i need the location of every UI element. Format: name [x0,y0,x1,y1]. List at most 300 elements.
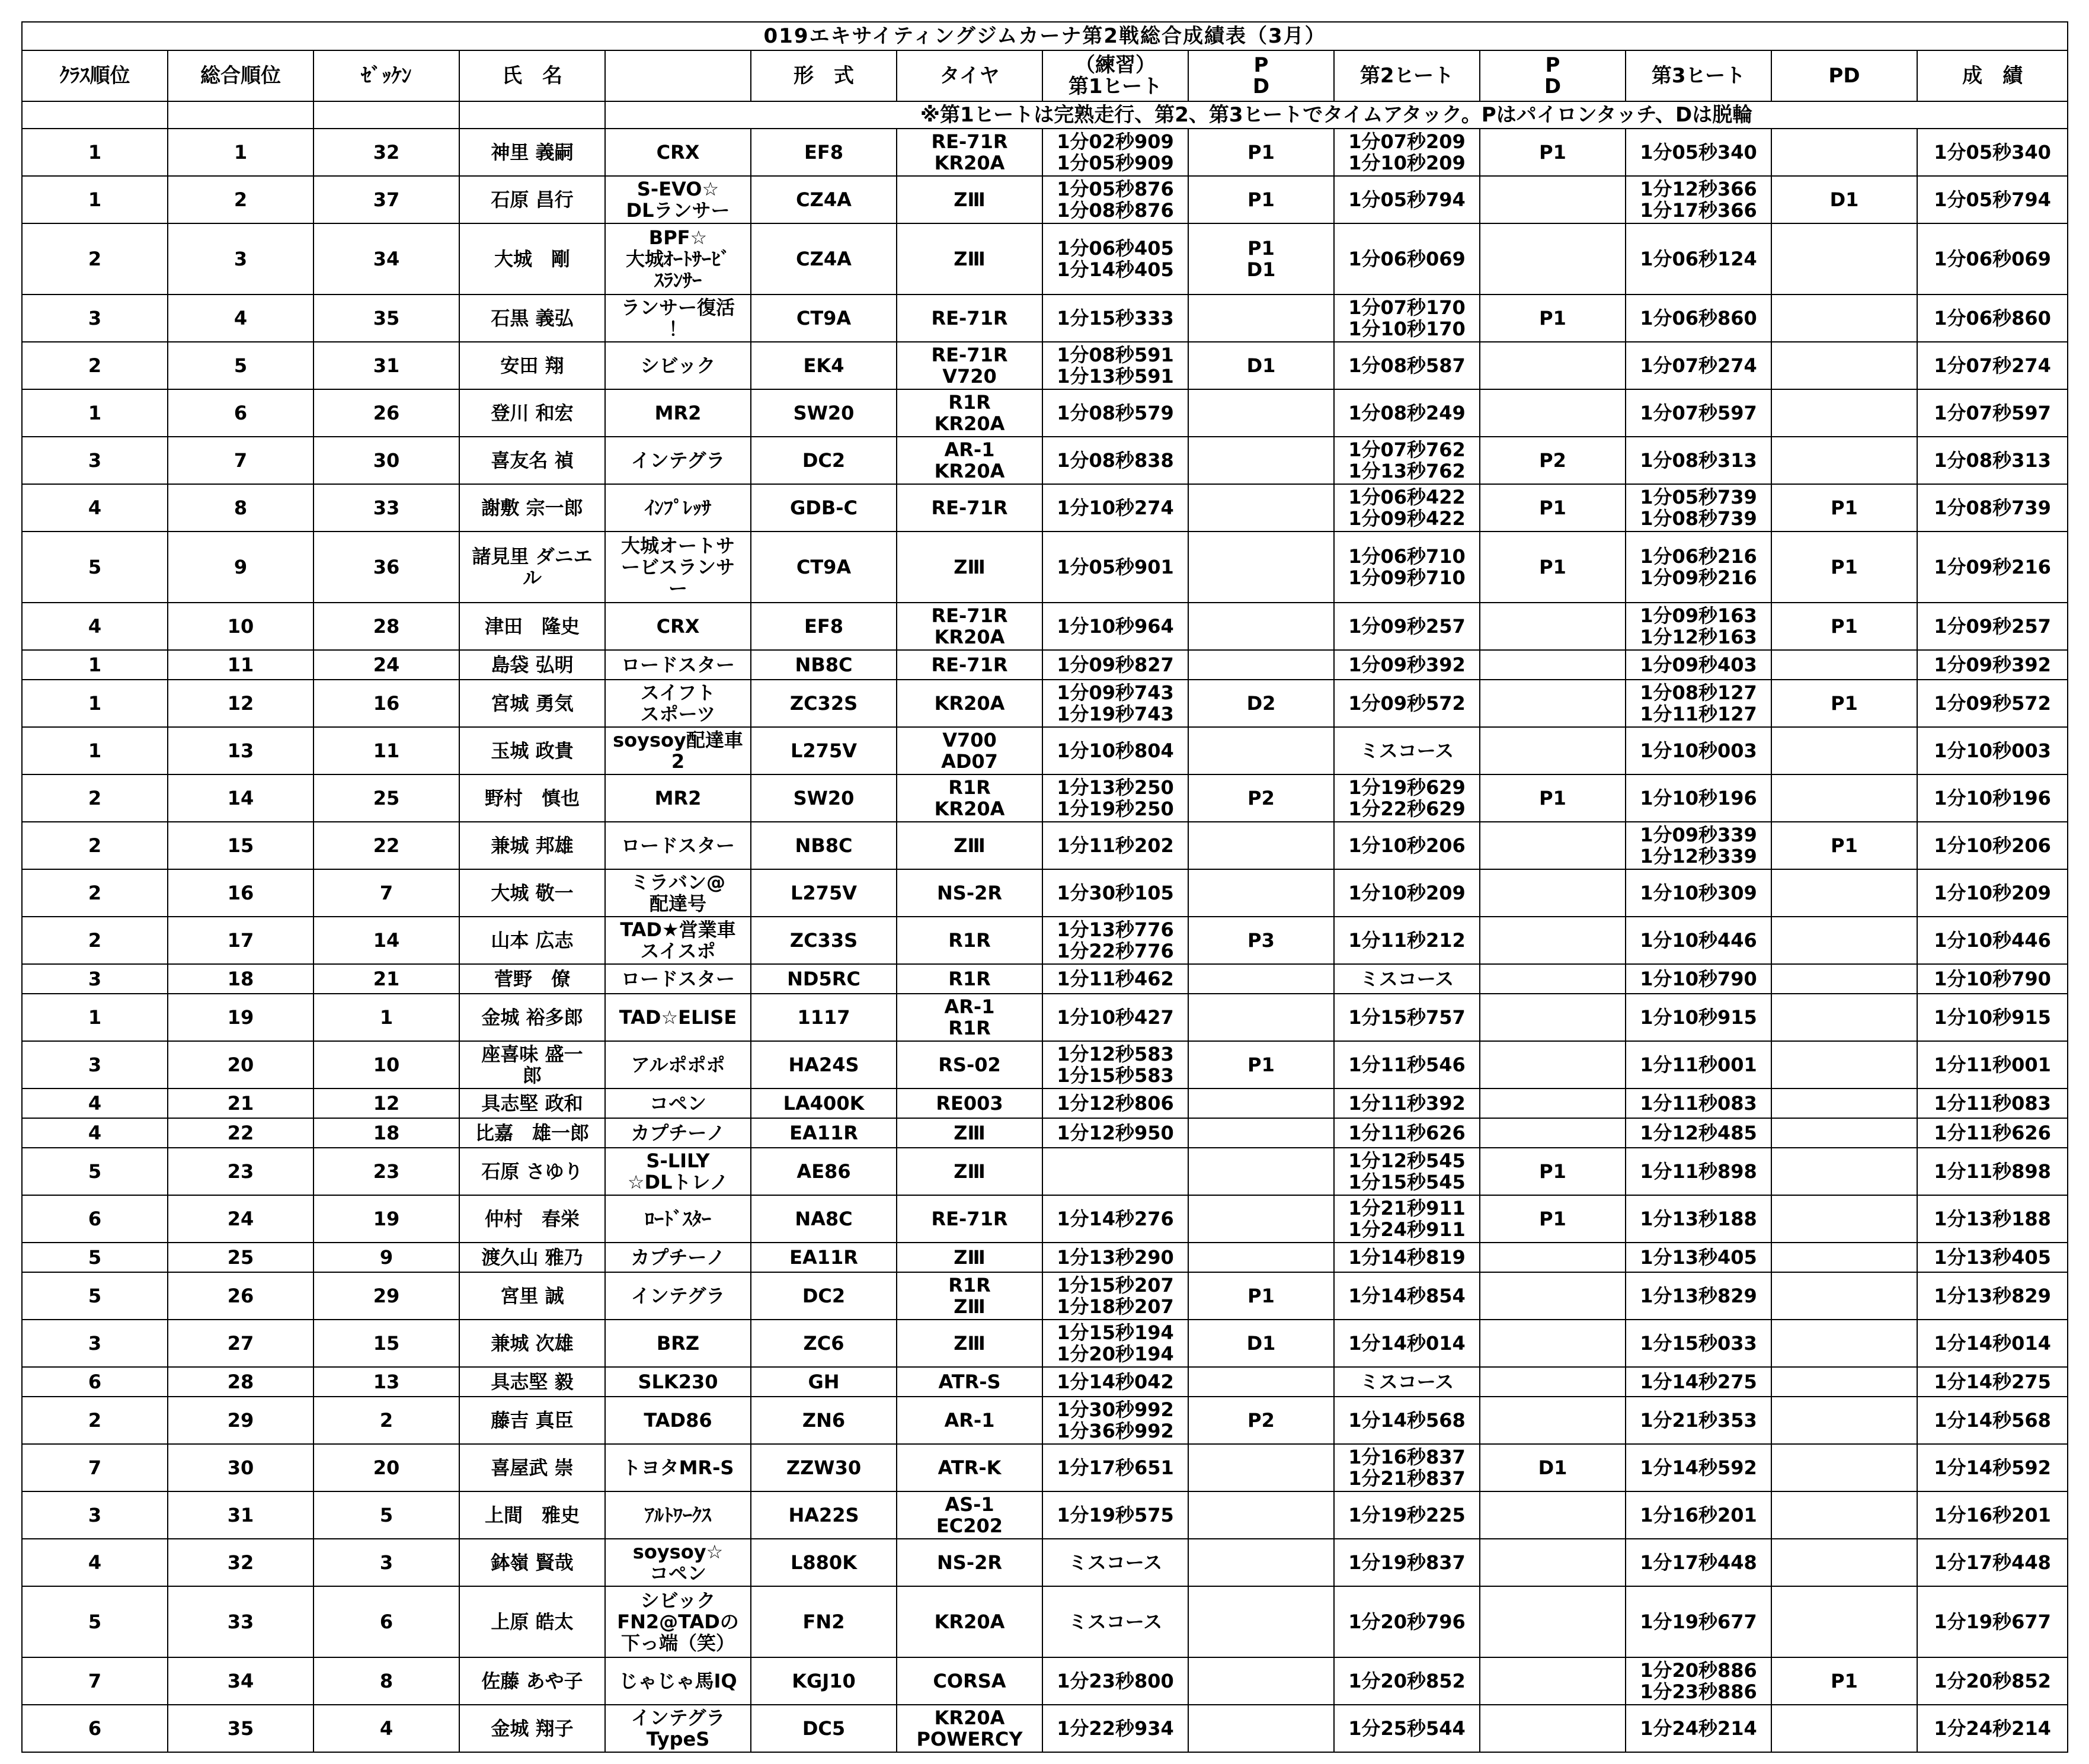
driver-name-cell [459,727,605,774]
tire-cell-line: ZⅢ [954,1295,986,1318]
heat1-cell-line: 1分18秒207 [1057,1295,1174,1318]
class-rank-cell: 2 [22,223,168,294]
model-cell: EF8 [751,603,897,650]
car-name-cell-line: BPF☆ [648,226,708,249]
overall-rank-cell: 16 [168,869,313,917]
pd3-cell [1771,1705,1917,1752]
heat3-cell-line: 1分21秒353 [1640,1409,1757,1432]
table-row [22,1148,2068,1195]
tire-cell [897,603,1042,650]
pd3-cell-line: P1 [1831,556,1858,578]
pd3-cell [1771,650,1917,680]
driver-name-cell-line: ル [522,566,542,589]
pd1-cell [1188,1705,1334,1752]
table-row [22,1367,2068,1397]
heat2-cell-line: 1分10秒170 [1348,318,1466,340]
pd3-cell [1771,1272,1917,1320]
table-row [22,1657,2068,1705]
result-cell: 1分20秒852 [1917,1657,2068,1705]
heat1-cell [1042,1586,1188,1657]
driver-name-cell [459,1657,605,1705]
car-name-cell-line: TAD★営業車 [620,918,736,941]
heat3-cell-line: 1分05秒340 [1640,141,1757,164]
result-cell: 1分16秒201 [1917,1491,2068,1539]
tire-cell-line: RS-02 [938,1054,1001,1076]
heat2-cell [1334,223,1480,294]
heat2-cell-line: 1分19秒225 [1348,1504,1466,1526]
pd3-cell [1771,869,1917,917]
tire-cell-line: RE-71R [931,1208,1008,1230]
driver-name-cell [459,822,605,869]
car-name-cell-line: soysoy☆ [632,1541,724,1563]
result-cell: 1分09秒392 [1917,650,2068,680]
class-rank-cell: 5 [22,532,168,603]
model-cell: DC5 [751,1705,897,1752]
heat2-cell [1334,1367,1480,1397]
class-rank-cell: 3 [22,437,168,484]
pd1-cell [1188,680,1334,727]
tire-cell [897,994,1042,1041]
car-name-cell [605,1444,751,1491]
pd3-cell [1771,603,1917,650]
car-name-cell [605,1148,751,1195]
result-cell: 1分08秒313 [1917,437,2068,484]
heat1-cell-line: 1分10秒804 [1057,739,1174,762]
result-cell: 1分10秒003 [1917,727,2068,774]
heat1-cell [1042,774,1188,822]
zekken-cell: 26 [313,389,459,437]
pd2-cell [1480,1148,1626,1195]
driver-name-cell-line: 菅野 僚 [494,968,570,990]
car-name-cell [605,532,751,603]
tire-cell [897,1148,1042,1195]
pd1-cell [1188,389,1334,437]
tire-cell-line: R1R [948,1274,991,1296]
tire-cell-line: AS-1 [945,1493,994,1516]
driver-name-cell-line: 座喜味 盛一 [481,1043,583,1065]
driver-name-cell-line: 藤吉 真臣 [491,1409,574,1432]
pd2-cell-line: P1 [1539,497,1566,519]
tire-cell [897,437,1042,484]
heat2-cell-line: 1分25秒544 [1348,1717,1466,1740]
class-rank-cell: 6 [22,1367,168,1397]
tire-cell-line: NS-2R [936,882,1002,904]
table-row [22,389,2068,437]
driver-name-cell-line: 島袋 弘明 [491,654,574,676]
driver-name-cell-line: 上間 雅史 [484,1504,580,1526]
pd1-cell [1188,129,1334,176]
pd2-cell-line: P1 [1539,141,1566,164]
heat3-cell [1626,994,1771,1041]
heat3-cell [1626,389,1771,437]
heat2-cell-line: 1分14秒819 [1348,1246,1466,1269]
heat2-cell-line: 1分12秒545 [1348,1150,1466,1172]
zekken-cell: 23 [313,1148,459,1195]
class-rank-cell: 3 [22,1320,168,1367]
overall-rank-cell: 20 [168,1041,313,1089]
heat2-cell-line: 1分06秒422 [1348,486,1466,508]
tire-cell-line: KR20A [934,798,1005,820]
heat2-cell [1334,1657,1480,1705]
tire-cell-line: KR20A [934,1611,1005,1633]
pd1-cell [1188,650,1334,680]
heat2-cell-line: 1分10秒209 [1348,882,1466,904]
heat3-cell-line: 1分06秒124 [1640,248,1757,270]
zekken-cell: 15 [313,1320,459,1367]
overall-rank-cell: 4 [168,294,313,342]
table-row [22,1041,2068,1089]
pd1-cell [1188,1657,1334,1705]
pd2-cell-line: P1 [1539,787,1566,809]
car-name-cell-line: ランサー復活 [620,296,735,319]
heat2-cell-line: 1分09秒572 [1348,692,1466,715]
heat1-cell [1042,1195,1188,1243]
pd1-cell [1188,294,1334,342]
heat1-cell [1042,994,1188,1041]
heat1-cell-line: 1分11秒202 [1057,834,1174,857]
header-heat1-line2: 第1ヒート [1068,75,1163,98]
table-row [22,1272,2068,1320]
car-name-cell [605,917,751,964]
zekken-cell: 6 [313,1586,459,1657]
car-name-cell-line: ロードスター [621,654,735,676]
pd1-cell [1188,1118,1334,1148]
zekken-cell: 11 [313,727,459,774]
table-row [22,1089,2068,1118]
heat1-cell-line: 1分19秒575 [1057,1504,1174,1526]
heat2-cell [1334,1444,1480,1491]
header-pd3: PD [1771,50,1917,101]
zekken-cell: 34 [313,223,459,294]
table-row [22,129,2068,176]
car-name-cell [605,1320,751,1367]
model-cell: GDB-C [751,484,897,532]
result-cell: 1分13秒405 [1917,1243,2068,1272]
result-cell: 1分14秒014 [1917,1320,2068,1367]
heat2-cell-line: ミスコース [1359,968,1454,990]
driver-name-cell [459,1397,605,1444]
driver-name-cell [459,1195,605,1243]
tire-cell [897,727,1042,774]
class-rank-cell: 2 [22,869,168,917]
pd2-cell [1480,1657,1626,1705]
tire-cell [897,176,1042,223]
heat2-cell-line: 1分21秒911 [1348,1197,1466,1219]
zekken-cell: 25 [313,774,459,822]
heat2-cell-line: 1分06秒069 [1348,248,1466,270]
car-name-cell-line: CRX [656,141,700,164]
tire-cell-line: RE-71R [931,654,1008,676]
class-rank-cell: 5 [22,1586,168,1657]
car-name-cell [605,1397,751,1444]
car-name-cell-line: アルポポポ [631,1054,725,1076]
class-rank-cell: 6 [22,1195,168,1243]
result-cell: 1分09秒216 [1917,532,2068,603]
header-model: 形 式 [751,50,897,101]
result-cell: 1分10秒915 [1917,994,2068,1041]
car-name-cell-line: カプチーノ [631,1246,725,1269]
note-spacer [313,101,459,129]
pd3-cell [1771,1243,1917,1272]
title-row [22,22,2068,50]
overall-rank-cell: 25 [168,1243,313,1272]
pd3-cell-line: P1 [1831,834,1858,857]
car-name-cell-line: TAD☆ELISE [619,1006,737,1029]
car-name-cell-line: トヨタMR-S [622,1456,734,1479]
heat2-cell-line: 1分20秒852 [1348,1670,1466,1692]
car-name-cell-line: コペン [649,1092,706,1115]
model-cell: 1117 [751,994,897,1041]
car-name-cell [605,603,751,650]
heat2-cell [1334,869,1480,917]
tire-cell-line: ZⅢ [954,556,986,578]
tire-cell-line: V700 [942,729,997,751]
zekken-cell: 2 [313,1397,459,1444]
heat2-cell-line: 1分20秒796 [1348,1611,1466,1633]
car-name-cell-line: TAD86 [644,1409,712,1432]
tire-cell-line: AD07 [941,750,998,773]
heat1-cell-line: 1分13秒591 [1057,365,1174,388]
heat3-cell-line: 1分10秒446 [1640,929,1757,952]
class-rank-cell: 1 [22,994,168,1041]
model-cell: ZC33S [751,917,897,964]
heat2-cell-line: 1分06秒710 [1348,545,1466,568]
heat2-cell [1334,1118,1480,1148]
pd3-cell [1771,1089,1917,1118]
pd1-cell [1188,223,1334,294]
driver-name-cell-line: 上原 皓太 [491,1611,574,1633]
tire-cell [897,1272,1042,1320]
heat1-cell [1042,964,1188,994]
car-name-cell [605,727,751,774]
heat1-cell-line: 1分22秒934 [1057,1717,1174,1740]
heat2-cell-line: 1分13秒762 [1348,460,1466,482]
pd1-cell [1188,1397,1334,1444]
heat2-cell [1334,603,1480,650]
table-row [22,774,2068,822]
car-name-cell-line: じゃじゃ馬IQ [619,1670,737,1692]
driver-name-cell-line: 兼城 邦雄 [491,834,574,857]
heat3-cell-line: 1分11秒083 [1640,1092,1757,1115]
tire-cell [897,1195,1042,1243]
pd2-cell [1480,1041,1626,1089]
car-name-cell [605,1657,751,1705]
car-name-cell-line: ｽﾗﾝｻｰ [654,269,702,292]
result-cell: 1分05秒340 [1917,129,2068,176]
driver-name-cell-line: 石黒 義弘 [491,307,574,329]
heat3-cell [1626,822,1771,869]
car-name-cell-line: インテグラ [631,1707,725,1729]
driver-name-cell [459,1586,605,1657]
pd2-cell [1480,223,1626,294]
heat2-cell-line: 1分24秒911 [1348,1218,1466,1241]
overall-rank-cell: 24 [168,1195,313,1243]
heat1-cell-line: 1分12秒950 [1057,1122,1174,1144]
overall-rank-cell: 35 [168,1705,313,1752]
heat3-cell-line: 1分11秒001 [1640,1054,1757,1076]
heat3-cell-line: 1分06秒216 [1640,545,1757,568]
pd2-cell [1480,1397,1626,1444]
car-name-cell-line: スポーツ [640,703,716,725]
heat3-cell-line: 1分11秒898 [1640,1160,1757,1183]
heat1-cell-line: 1分05秒876 [1057,178,1174,200]
heat1-cell [1042,129,1188,176]
heat2-cell-line: 1分11秒546 [1348,1054,1466,1076]
driver-name-cell-line: 渡久山 雅乃 [481,1246,583,1269]
overall-rank-cell: 5 [168,342,313,389]
tire-cell [897,917,1042,964]
tire-cell-line: ZⅢ [954,188,986,211]
heat2-cell-line: 1分19秒837 [1348,1551,1466,1574]
driver-name-cell [459,437,605,484]
pd2-cell [1480,437,1626,484]
overall-rank-cell: 27 [168,1320,313,1367]
heat2-cell [1334,1272,1480,1320]
heat3-cell [1626,917,1771,964]
overall-rank-cell: 7 [168,437,313,484]
heat3-cell [1626,129,1771,176]
tire-cell-line: RE-71R [931,307,1008,329]
heat1-cell-line: 1分08秒579 [1057,402,1174,424]
car-name-cell-line: インテグラ [631,1285,725,1307]
overall-rank-cell: 9 [168,532,313,603]
heat2-cell [1334,917,1480,964]
heat1-cell [1042,389,1188,437]
car-name-cell-line: コペン [649,1562,706,1584]
driver-name-cell-line: 石原 さゆり [481,1160,583,1183]
class-rank-cell: 3 [22,964,168,994]
note-spacer [22,101,168,129]
result-cell: 1分11秒001 [1917,1041,2068,1089]
heat2-cell [1334,1491,1480,1539]
car-name-cell-line: ！ [668,318,687,340]
pd3-cell [1771,1041,1917,1089]
heat3-cell [1626,603,1771,650]
driver-name-cell [459,1118,605,1148]
car-name-cell-line: インテグラ [631,449,725,472]
car-name-cell-line: ービスランサ [620,556,735,578]
driver-name-cell-line: 喜屋武 崇 [491,1456,574,1479]
zekken-cell: 33 [313,484,459,532]
pd3-cell [1771,917,1917,964]
heat3-cell-line: 1分13秒829 [1640,1285,1757,1307]
heat1-cell [1042,176,1188,223]
heat1-cell [1042,532,1188,603]
class-rank-cell: 5 [22,1243,168,1272]
car-name-cell-line: soysoy配達車 [613,729,743,751]
sheet-title: 019エキサイティングジムカーナ第2戦総合成績表（3月） [22,22,2068,50]
heat2-cell-line: ミスコース [1359,1371,1454,1393]
heat2-cell [1334,1320,1480,1367]
overall-rank-cell: 15 [168,822,313,869]
header-name: 氏 名 [459,50,605,101]
heat2-cell-line: 1分11秒212 [1348,929,1466,952]
heat1-cell-line: 1分14秒405 [1057,258,1174,281]
header-tire: タイヤ [897,50,1042,101]
result-cell: 1分05秒794 [1917,176,2068,223]
pd1-cell [1188,484,1334,532]
pd1-cell-line: P1 [1247,1285,1275,1307]
heat3-cell-line: 1分09秒216 [1640,566,1757,589]
heat1-cell-line: ミスコース [1068,1551,1163,1574]
heat3-cell [1626,1041,1771,1089]
driver-name-cell [459,1148,605,1195]
heat3-cell-line: 1分17秒448 [1640,1551,1757,1574]
car-name-cell-line: MR2 [654,787,702,809]
pd2-cell [1480,532,1626,603]
model-cell: LA400K [751,1089,897,1118]
heat1-cell-line: 1分15秒583 [1057,1064,1174,1087]
heat1-cell-line: 1分05秒909 [1057,152,1174,174]
result-cell: 1分14秒568 [1917,1397,2068,1444]
overall-rank-cell: 23 [168,1148,313,1195]
result-cell: 1分19秒677 [1917,1586,2068,1657]
tire-cell [897,1491,1042,1539]
heat1-cell [1042,1041,1188,1089]
tire-cell-line: RE-71R [931,130,1008,153]
pd3-cell [1771,176,1917,223]
heat2-cell-line: ミスコース [1359,739,1454,762]
overall-rank-cell: 8 [168,484,313,532]
overall-rank-cell: 6 [168,389,313,437]
tire-cell-line: AR-1 [944,438,995,461]
tire-cell [897,1539,1042,1586]
heat3-cell [1626,1089,1771,1118]
car-name-cell [605,1195,751,1243]
model-cell: L880K [751,1539,897,1586]
class-rank-cell: 1 [22,727,168,774]
overall-rank-cell: 22 [168,1118,313,1148]
driver-name-cell-line: 喜友名 禎 [491,449,574,472]
result-cell: 1分13秒188 [1917,1195,2068,1243]
heat3-cell [1626,484,1771,532]
heat2-cell [1334,774,1480,822]
zekken-cell: 18 [313,1118,459,1148]
heat3-cell-line: 1分14秒592 [1640,1456,1757,1479]
tire-cell [897,532,1042,603]
table-row [22,223,2068,294]
pd2-cell [1480,176,1626,223]
car-name-cell [605,822,751,869]
heat2-cell [1334,1539,1480,1586]
heat1-cell [1042,342,1188,389]
heat3-cell [1626,1705,1771,1752]
heat2-cell [1334,727,1480,774]
model-cell: FN2 [751,1586,897,1657]
zekken-cell: 16 [313,680,459,727]
tire-cell-line: NS-2R [936,1551,1002,1574]
car-name-cell [605,294,751,342]
header-pd1 [1188,50,1334,101]
pd2-cell [1480,603,1626,650]
heat2-cell-line: 1分07秒209 [1348,130,1466,153]
heat1-cell-line: 1分10秒427 [1057,1006,1174,1029]
pd2-cell [1480,129,1626,176]
driver-name-cell-line: 大城 敬一 [491,882,574,904]
zekken-cell: 12 [313,1089,459,1118]
heat2-cell [1334,1195,1480,1243]
heat3-cell-line: 1分15秒033 [1640,1332,1757,1355]
driver-name-cell-line: 玉城 政貴 [491,739,574,762]
heat3-cell [1626,1272,1771,1320]
driver-name-cell [459,964,605,994]
heat2-cell-line: 1分07秒170 [1348,296,1466,319]
pd3-cell [1771,532,1917,603]
tire-cell-line: V720 [942,365,997,388]
heat1-cell-line: 1分19秒250 [1057,798,1174,820]
table-row [22,484,2068,532]
pd1-cell [1188,727,1334,774]
